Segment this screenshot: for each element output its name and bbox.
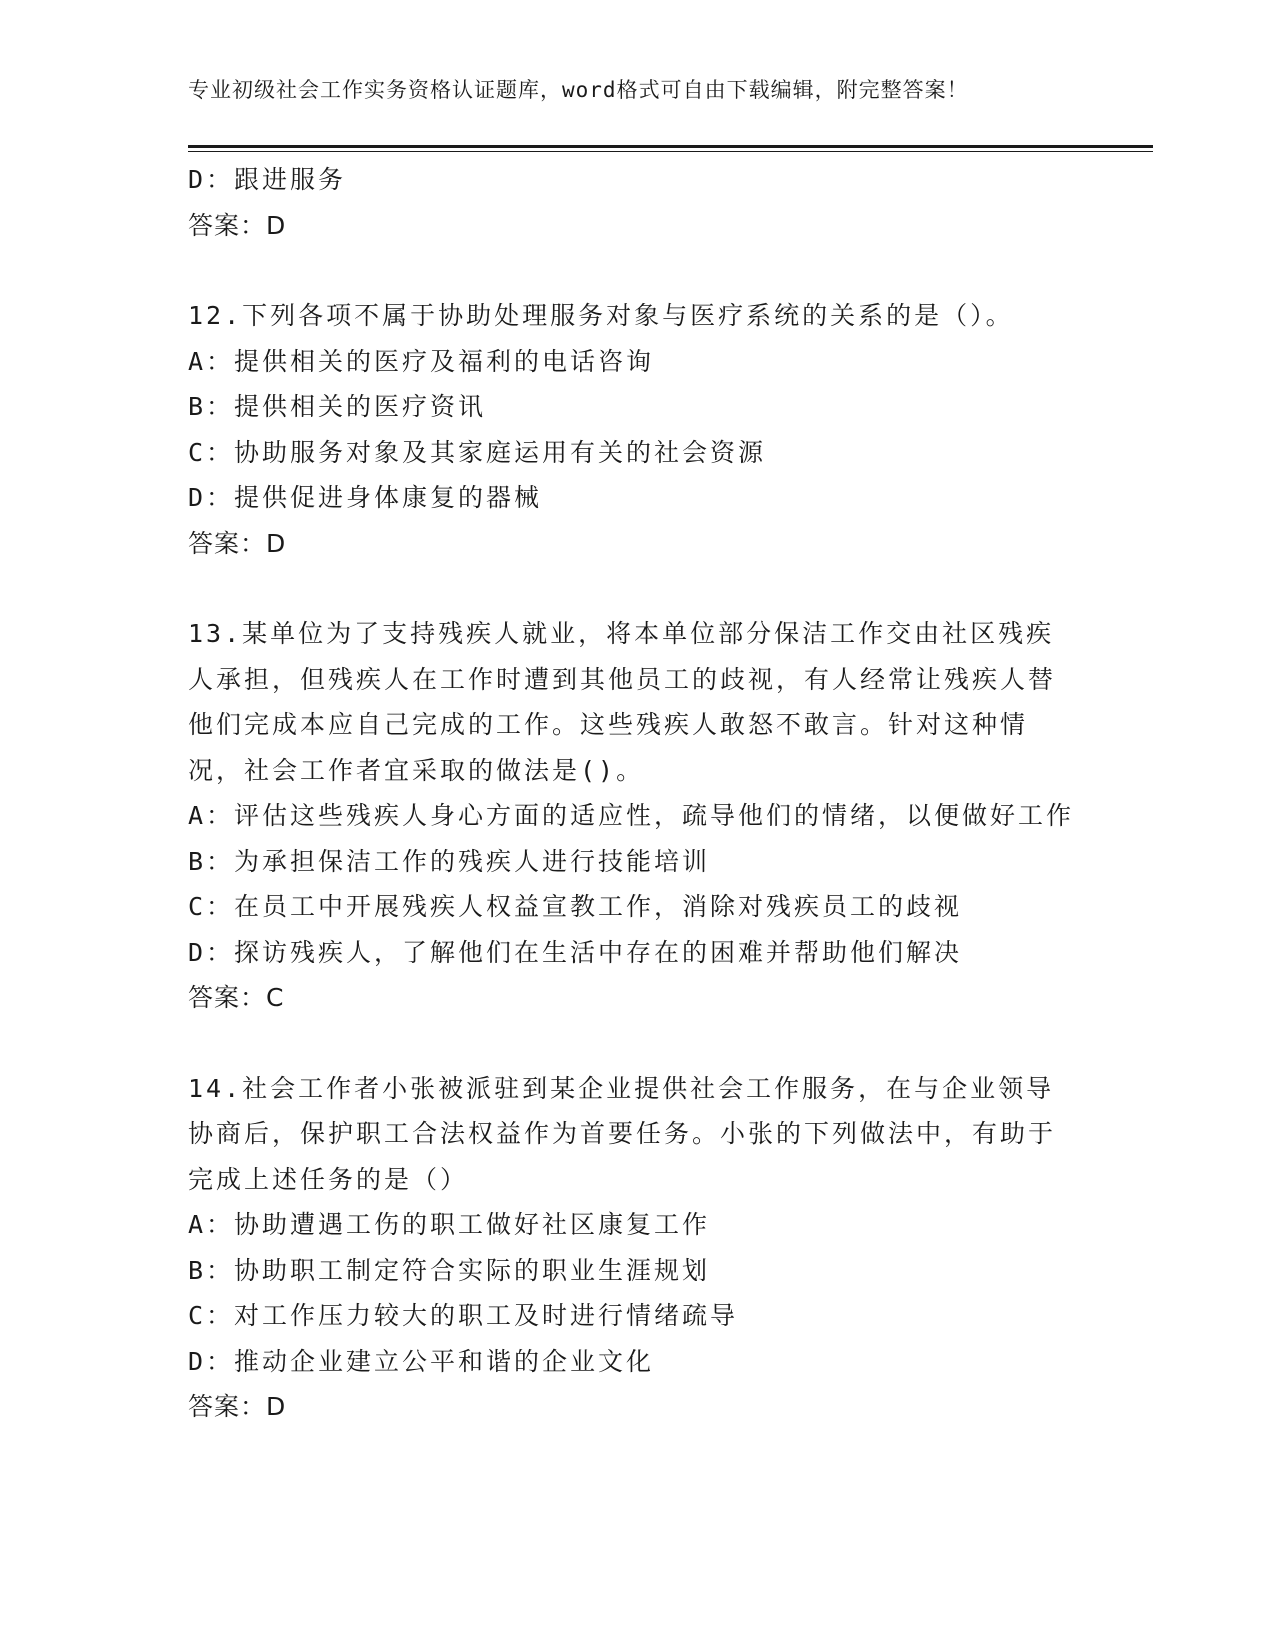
header-divider-thick	[188, 145, 1153, 148]
option-c: C：协助服务对象及其家庭运用有关的社会资源	[188, 437, 767, 467]
question-stem: 12.下列各项不属于协助处理服务对象与医疗系统的关系的是（）。	[188, 301, 1014, 330]
option-d: D：推动企业建立公平和谐的企业文化	[188, 1346, 655, 1376]
answer: 答案：D	[188, 1392, 287, 1421]
document-body	[188, 157, 1088, 1430]
question-stem: 14.社会工作者小张被派驻到某企业提供社会工作服务，在与企业领导协商后，保护职工合法权益作为首要任务。小张的下列做法中，有助于完成上述任务的是（）	[188, 1073, 1057, 1194]
page-header: 专业初级社会工作实务资格认证题库，word格式可自由下载编辑，附完整答案！	[188, 78, 969, 102]
question-14	[188, 1066, 1088, 1430]
question-stem: 13.某单位为了支持残疾人就业，将本单位部分保洁工作交由社区残疾人承担，但残疾人在工作时遭到其他员工的歧视，有人经常让残疾人替他们完成本应自己完成的工作。这些残疾人敢怒不敢言。针对这种情况，社会工作者宜采取的做法是()。	[188, 619, 1057, 785]
option-d: D：跟进服务	[188, 165, 347, 194]
option-d: D：提供促进身体康复的器械	[188, 483, 543, 512]
option-b: B：提供相关的医疗资讯	[188, 392, 487, 421]
header-divider-thin	[188, 151, 1153, 152]
option-c: C：在员工中开展残疾人权益宣教工作，消除对残疾员工的歧视	[188, 892, 963, 921]
option-b: B：为承担保洁工作的残疾人进行技能培训	[188, 846, 711, 876]
option-b: B：协助职工制定符合实际的职业生涯规划	[188, 1255, 711, 1285]
option-a: A：评估这些残疾人身心方面的适应性，疏导他们的情绪，以便做好工作	[188, 801, 1075, 830]
answer: 答案：D	[188, 210, 287, 240]
previous-question-tail	[188, 157, 1088, 248]
question-12	[188, 293, 1088, 566]
option-d: D：探访残疾人，了解他们在生活中存在的困难并帮助他们解决	[188, 937, 963, 967]
spacer	[188, 1021, 1088, 1066]
question-13	[188, 611, 1088, 1021]
option-c: C：对工作压力较大的职工及时进行情绪疏导	[188, 1301, 739, 1330]
option-a: A：协助遭遇工伤的职工做好社区康复工作	[188, 1210, 711, 1239]
answer: 答案：C	[188, 983, 285, 1012]
option-a: A：提供相关的医疗及福利的电话咨询	[188, 346, 655, 376]
answer: 答案：D	[188, 528, 287, 558]
spacer	[188, 248, 1088, 293]
spacer	[188, 566, 1088, 611]
